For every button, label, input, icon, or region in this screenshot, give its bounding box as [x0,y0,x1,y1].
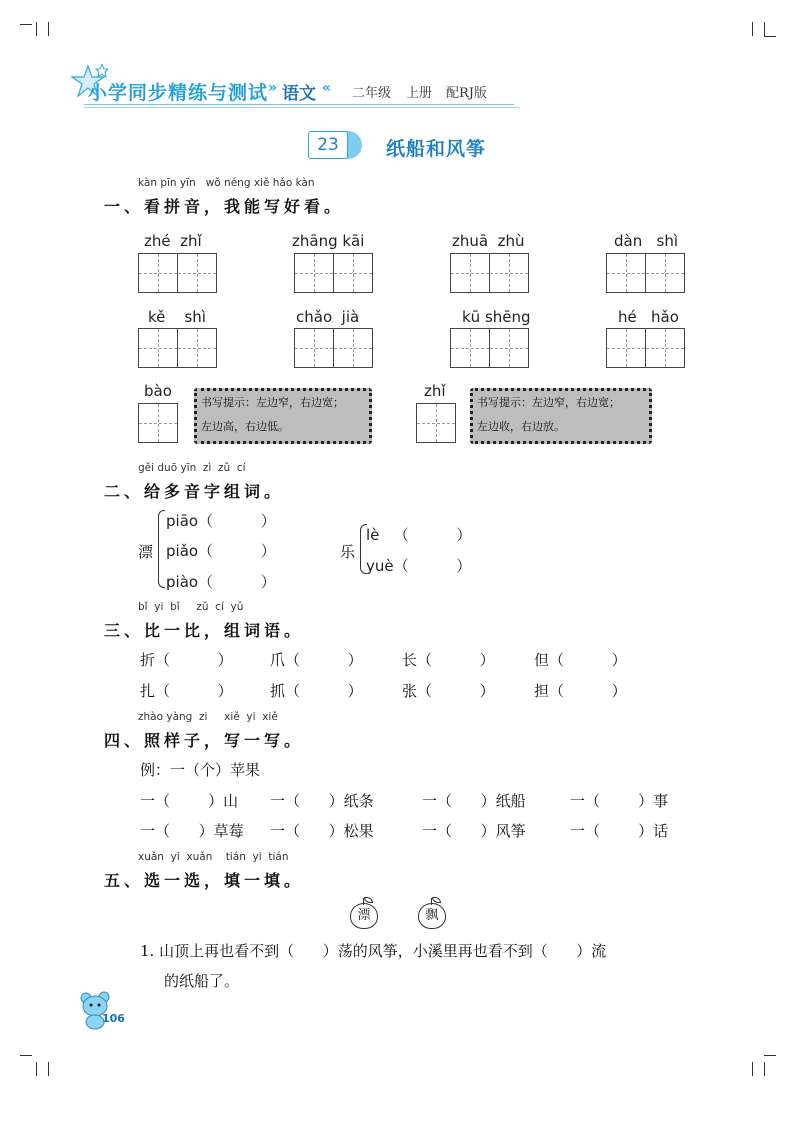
edition: 配RJ版 [446,86,487,101]
compare-item[interactable]: 扎（ ） [140,682,233,700]
reading-row[interactable]: piāo（ ） [166,512,276,530]
word-pinyin: bào [144,382,172,400]
compare-item[interactable]: 抓（ ） [270,682,363,700]
header-rule [84,107,520,108]
writing-grid[interactable] [416,403,456,443]
section-heading: 一、看拼音，我能写好看。 [104,197,345,216]
crop-mark [752,22,753,36]
compare-item[interactable]: 折（ ） [140,651,233,669]
writing-grid[interactable] [138,328,217,368]
crop-mark [48,22,49,36]
grade: 二年级 [352,86,392,101]
lesson-title: 纸船和风筝 [386,138,487,160]
brace [158,510,165,588]
reading-row[interactable]: piào（ ） [166,573,276,591]
writing-grid[interactable] [294,328,373,368]
compare-item[interactable]: 张（ ） [402,682,495,700]
measure-item[interactable]: 一（ ）山 [140,792,239,810]
crop-mark [36,22,37,36]
subject: 语文 [282,84,316,104]
word-pinyin: dàn shì [614,232,679,250]
section-pinyin: gěi duō yīn zì zǔ cí [138,462,246,474]
tip-text: 左边高，右边低。 [201,420,289,433]
reading-row[interactable]: lè （ ） [366,526,472,544]
compare-item[interactable]: 担（ ） [534,682,627,700]
word-pinyin: zhāng kāi [292,232,365,250]
section-pinyin: zhào yàng zi xiě yi xiě [138,711,278,723]
writing-grid[interactable] [138,253,217,293]
word-pinyin: zhuā zhù [452,232,525,250]
polyphone-char: 乐 [340,543,356,561]
reading-row[interactable]: yuè（ ） [366,557,472,575]
writing-grid[interactable] [450,253,529,293]
measure-item[interactable]: 一（ ）草莓 [140,822,244,840]
crop-mark [20,1055,32,1056]
tip-text: 书写提示：左边窄，右边宽； [477,396,620,409]
crop-mark [48,1062,49,1076]
section-pinyin: kàn pīn yīn wǒ néng xiě hǎo kàn [138,177,315,189]
section-heading: 三、比一比，组词语。 [104,621,305,640]
section-pinyin: bǐ yi bǐ zǔ cí yǔ [138,601,244,613]
crop-mark [20,24,32,25]
section-heading: 五、选一选，填一填。 [104,871,305,890]
term: 上册 [406,86,433,101]
measure-item[interactable]: 一（ ）松果 [270,822,374,840]
measure-item[interactable]: 一（ ）纸船 [422,792,526,810]
crop-mark [36,1062,37,1076]
example-text: 例：一（个）苹果 [140,761,261,779]
crop-mark [764,36,776,37]
crop-mark [764,1055,776,1056]
choice-apple: 漂 [350,903,378,929]
word-pinyin: kě shì [148,308,206,326]
crop-mark [764,1062,765,1076]
chevron-left-icon: « [322,80,332,96]
writing-tip [194,388,372,444]
section-heading: 二、给多音字组词。 [104,482,285,501]
compare-item[interactable]: 爪（ ） [270,651,363,669]
measure-item[interactable]: 一（ ）事 [570,792,669,810]
word-pinyin: zhǐ [424,382,446,400]
crop-mark [752,1062,753,1076]
word-pinyin: hé hǎo [618,308,679,326]
measure-item[interactable]: 一（ ）纸条 [270,792,374,810]
choice-apple: 飘 [418,903,446,929]
tip-text: 书写提示：左边窄，右边宽； [201,396,344,409]
section-pinyin: xuǎn yi xuǎn tián yi tián [138,851,289,863]
writing-grid[interactable] [606,328,685,368]
tip-text: 左边收，右边放。 [477,420,565,433]
word-pinyin: kū shēng [462,308,531,326]
question-text: 1. 山顶上再也看不到（ ）荡的风筝，小溪里再也看不到（ ）流 [140,942,607,960]
compare-item[interactable]: 长（ ） [402,651,495,669]
lesson-number: 23 [308,131,348,159]
word-pinyin: chǎo jià [296,308,360,326]
question-text: 的纸船了。 [164,972,240,990]
header [60,70,520,110]
header-rule [84,104,514,105]
crop-mark [764,22,765,36]
writing-grid[interactable] [294,253,373,293]
compare-item[interactable]: 但（ ） [534,651,627,669]
writing-grid[interactable] [138,403,178,443]
reading-row[interactable]: piǎo（ ） [166,542,276,560]
chevron-right-icon: » [268,80,278,96]
writing-tip [470,388,652,444]
writing-grid[interactable] [450,328,529,368]
book-title: 小学同步精练与测试 [88,82,269,104]
word-pinyin: zhé zhǐ [144,232,202,250]
measure-item[interactable]: 一（ ）话 [570,822,669,840]
section-heading: 四、照样子，写一写。 [104,731,305,750]
writing-grid[interactable] [606,253,685,293]
polyphone-char: 漂 [138,543,154,561]
measure-item[interactable]: 一（ ）风筝 [422,822,526,840]
page-number: 106 [102,1012,125,1025]
